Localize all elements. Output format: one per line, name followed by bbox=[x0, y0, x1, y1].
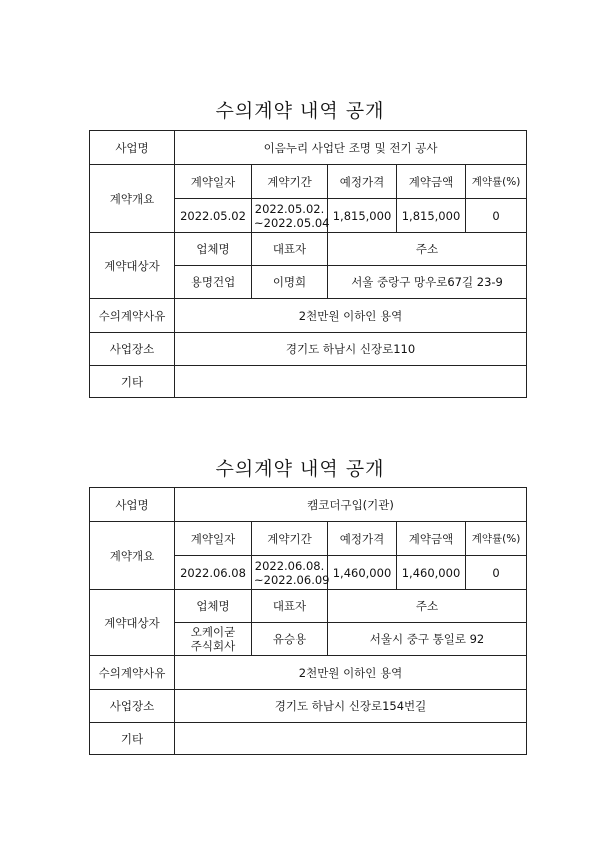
etc-label: 기타 bbox=[90, 366, 175, 398]
period-start: 2022.05.02. bbox=[254, 201, 325, 216]
contract-2-table bbox=[89, 487, 527, 755]
location-label: 사업장소 bbox=[90, 690, 175, 723]
contract-rate-value: 0 bbox=[466, 556, 527, 590]
contract-2-title: 수의계약 내역 공개 bbox=[215, 458, 385, 480]
location-row bbox=[90, 690, 527, 723]
representative-header: 대표자 bbox=[252, 233, 328, 266]
reason-row bbox=[90, 299, 527, 333]
company-header: 업체명 bbox=[175, 590, 252, 623]
contract-period-value bbox=[252, 556, 328, 590]
location-row bbox=[90, 333, 527, 366]
contract-date-value: 2022.05.02 bbox=[175, 199, 252, 233]
representative-value: 이명희 bbox=[252, 266, 328, 299]
contract-1-table bbox=[89, 130, 527, 398]
estimated-price-header: 예정가격 bbox=[328, 165, 397, 199]
period-end: ~2022.05.04 bbox=[254, 215, 330, 230]
estimated-price-value: 1,815,000 bbox=[328, 199, 397, 233]
location-value: 경기도 하남시 신장로154번길 bbox=[175, 690, 527, 723]
contract-period-header: 계약기간 bbox=[252, 522, 328, 556]
period-start: 2022.06.08. bbox=[254, 558, 325, 573]
project-name-value: 캠코더구입(기관) bbox=[175, 488, 527, 522]
project-name-label: 사업명 bbox=[90, 131, 175, 165]
contract-rate-header: 계약률(%) bbox=[466, 522, 527, 556]
representative-value: 유승용 bbox=[252, 623, 328, 656]
estimated-price-header: 예정가격 bbox=[328, 522, 397, 556]
etc-value bbox=[175, 366, 527, 398]
company-line-2: 주식회사 bbox=[190, 639, 236, 653]
contract-period-value bbox=[252, 199, 328, 233]
location-value: 경기도 하남시 신장로110 bbox=[175, 333, 527, 366]
contract-date-header: 계약일자 bbox=[175, 522, 252, 556]
overview-header-row bbox=[90, 165, 527, 199]
address-value: 서울 중랑구 망우로67길 23-9 bbox=[328, 266, 527, 299]
etc-row bbox=[90, 366, 527, 398]
reason-value: 2천만원 이하인 용역 bbox=[175, 299, 527, 333]
period-end: ~2022.06.09 bbox=[254, 572, 330, 587]
reason-label: 수의계약사유 bbox=[90, 656, 175, 690]
company-line-1: 용명건업 bbox=[190, 275, 236, 289]
contract-date-value: 2022.06.08 bbox=[175, 556, 252, 590]
contractor-label: 계약대상자 bbox=[90, 233, 175, 299]
company-line-1: 오케이굳 bbox=[190, 625, 236, 639]
address-header: 주소 bbox=[328, 233, 527, 266]
contractor-header-row bbox=[90, 590, 527, 623]
contract-date-header: 계약일자 bbox=[175, 165, 252, 199]
contract-amount-value: 1,460,000 bbox=[397, 556, 466, 590]
reason-value: 2천만원 이하인 용역 bbox=[175, 656, 527, 690]
address-value: 서울시 중구 통일로 92 bbox=[328, 623, 527, 656]
location-label: 사업장소 bbox=[90, 333, 175, 366]
estimated-price-value: 1,460,000 bbox=[328, 556, 397, 590]
contractor-label: 계약대상자 bbox=[90, 590, 175, 656]
contract-amount-value: 1,815,000 bbox=[397, 199, 466, 233]
company-value bbox=[175, 623, 252, 656]
contractor-header-row bbox=[90, 233, 527, 266]
project-name-value: 이음누리 사업단 조명 및 전기 공사 bbox=[175, 131, 527, 165]
contract-amount-header: 계약금액 bbox=[397, 165, 466, 199]
company-value bbox=[175, 266, 252, 299]
etc-row bbox=[90, 723, 527, 755]
etc-label: 기타 bbox=[90, 723, 175, 755]
project-name-row bbox=[90, 488, 527, 522]
overview-label: 계약개요 bbox=[90, 522, 175, 590]
overview-label: 계약개요 bbox=[90, 165, 175, 233]
project-name-label: 사업명 bbox=[90, 488, 175, 522]
reason-row bbox=[90, 656, 527, 690]
contract-period-header: 계약기간 bbox=[252, 165, 328, 199]
address-header: 주소 bbox=[328, 590, 527, 623]
contract-1-title: 수의계약 내역 공개 bbox=[215, 100, 385, 122]
reason-label: 수의계약사유 bbox=[90, 299, 175, 333]
contract-amount-header: 계약금액 bbox=[397, 522, 466, 556]
overview-header-row bbox=[90, 522, 527, 556]
contract-rate-header: 계약률(%) bbox=[466, 165, 527, 199]
representative-header: 대표자 bbox=[252, 590, 328, 623]
company-header: 업체명 bbox=[175, 233, 252, 266]
etc-value bbox=[175, 723, 527, 755]
project-name-row bbox=[90, 131, 527, 165]
contract-rate-value: 0 bbox=[466, 199, 527, 233]
